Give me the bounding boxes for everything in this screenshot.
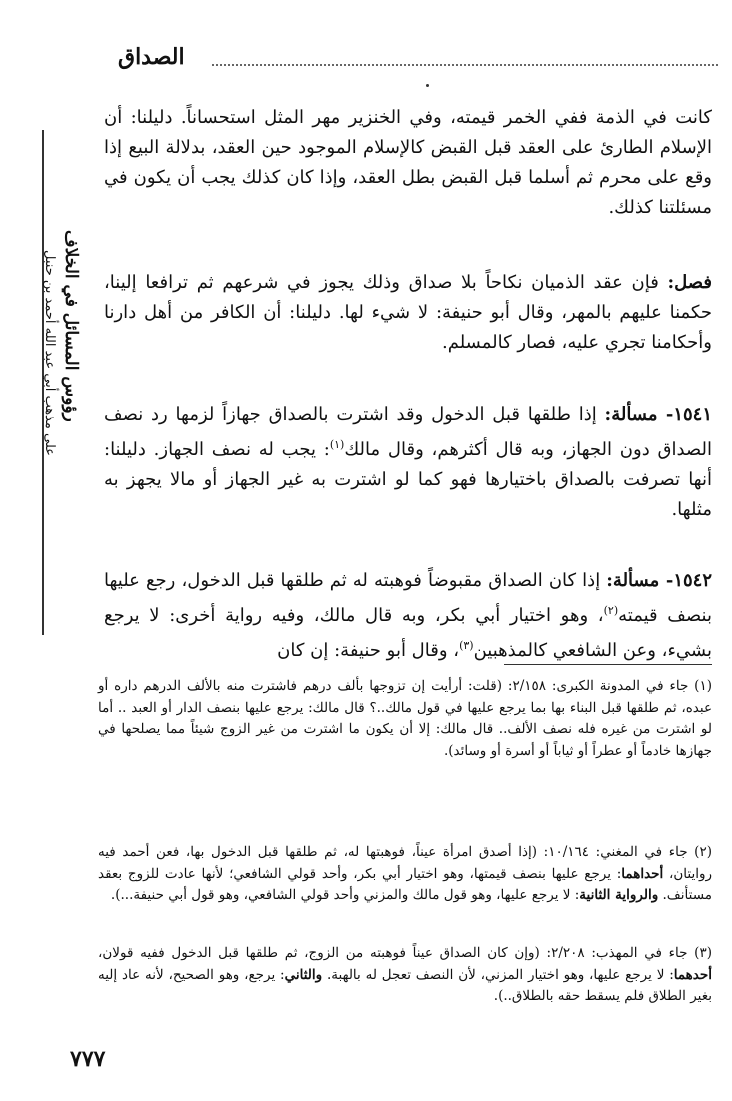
footnote-text: : لا يرجع عليها، وهو قول مالك والمزني وأحد قولي الشافعي، وهو قول أبي حنيفة...). (110, 887, 580, 903)
paragraph-masala-1542 (104, 566, 712, 666)
paragraph-text: : يجب له نصف الجهاز. دليلنا: أنها تصرفت بالصداق باختيارها فهو كما لو اشترت به غير الجهاز أو مالا يجهز به مثلها. (104, 439, 712, 520)
footnote-ref: (١) (329, 438, 345, 451)
footnote-text: (٣) جاء في المهذب: ٢/٢٠٨: (وإن كان الصداق عيناً فوهبته من الزوج، ثم طلقها قبل الدخول ففيه قولان، (98, 945, 712, 961)
footnote-bold: والرواية الثانية (579, 887, 659, 903)
footnote-text: (٢) جاء في المغني: ١٠/١٦٤: (إذا أصدق امرأة عيناً، فوهبتها له، ثم طلقها قبل الدخول بها، فعن أحمد فيه روايتان، (98, 844, 713, 882)
book-title: رؤوس المسائل في الخلاف (61, 230, 81, 422)
ink-dot (426, 84, 429, 87)
footnote-2 (98, 842, 712, 907)
paragraph-masala-1541 (104, 400, 712, 525)
footnote-ref: (٣) (459, 639, 474, 652)
masala-label: ١٥٤٢- مسألة: (606, 570, 712, 591)
paragraph-text: إذا طلقها قبل الدخول وقد اشترت بالصداق جهازاً لزمها رد نصف الصداق دون الجهاز، وبه قال أكثرهم، وقال مالك (104, 404, 712, 460)
paragraph-fasl (104, 268, 712, 358)
footnote-text: : يرجع عليها بنصف قيمتها، وهو اختيار أبي بكر، وأحد قولي الشافعي؛ لأنها عادت للزوج بعقد مستأنف. (98, 865, 712, 903)
header-rule (212, 64, 718, 66)
paragraph-text: ، وهو اختيار أبي بكر، وبه قال مالك، وفيه رواية أخرى: لا يرجع بشيء، وعن الشافعي كالمذهبين (104, 605, 712, 661)
footnote-rule (504, 664, 712, 665)
page-number: ٧٧٧ (70, 1046, 106, 1072)
footnote-bold: والثاني (284, 966, 323, 983)
chapter-title: الصداق (118, 44, 185, 70)
paragraph-text: إذا كان الصداق مقبوضاً فوهبته له ثم طلقها قبل الدخول، رجع عليها بنصف قيمته (104, 570, 712, 626)
footnote-bold: أحداهما (621, 865, 664, 882)
footnote-text: : يرجع، وهو الصحيح، لأنه عاد إليه بغير الطلاق فلم يسقط حقه بالطلاق..). (98, 966, 712, 1004)
section-label: فصل: (667, 272, 712, 293)
footnote-1: (١) جاء في المدونة الكبرى: ٢/١٥٨: (قلت: أرأيت إن تزوجها بألف درهم فاشترت منه بالألف الدرهم داره أو عبده، ثم طلقها قبل البناء بها بما يرجع عليها في قول مالك..؟ قال مالك: يرجع عليها بنصف الدار أو العبد .. أما لو اشترت من غيره فله نصف الألف.. قال مالك: إلا أن يكون ما اشترت من غير الزوج شيئاً مما يصلحها في جهازها خادماً أو عطراً أو ثياباً أو أسرة أو وسائد). (98, 678, 712, 759)
paragraph-1 (104, 103, 712, 223)
footnote-3 (98, 943, 712, 1008)
footnote-bold: أحدهما (673, 966, 712, 983)
footnote-ref: (٢) (603, 604, 619, 617)
paragraph-text: ، وقال أبو حنيفة: إن كان (277, 640, 460, 661)
masala-label: ١٥٤١- مسألة: (604, 404, 712, 425)
book-subtitle: على مذهب أبي عبد الله أحمد بن حنبل (42, 250, 57, 456)
paragraph-text: كانت في الذمة ففي الخمر قيمته، وفي الخنزير مهر المثل استحساناً. دليلنا: أن الإسلام الطارئ على العقد قبل القبض كالإسلام الموجود حين العقد، بدلالة البيع إذا وقع على محرم ثم أسلما قبل القبض بطل العقد، وإذا كان كذلك يجب أن يكون في مسئلتنا كذلك. (104, 107, 712, 218)
paragraph-text: فإن عقد الذميان نكاحاً بلا صداق وذلك يجوز في شرعهم ثم ترافعا إلينا، حكمنا عليهم بالمهر، وقال أبو حنيفة: لا شيء لها. دليلنا: أن الكافر من أهل دارنا وأحكامنا تجري عليه، فصار كالمسلم. (104, 272, 712, 353)
footnote-text: : لا يرجع عليها، وهو اختيار المزني، لأن النصف تعجل له بالهبة. (322, 966, 674, 983)
